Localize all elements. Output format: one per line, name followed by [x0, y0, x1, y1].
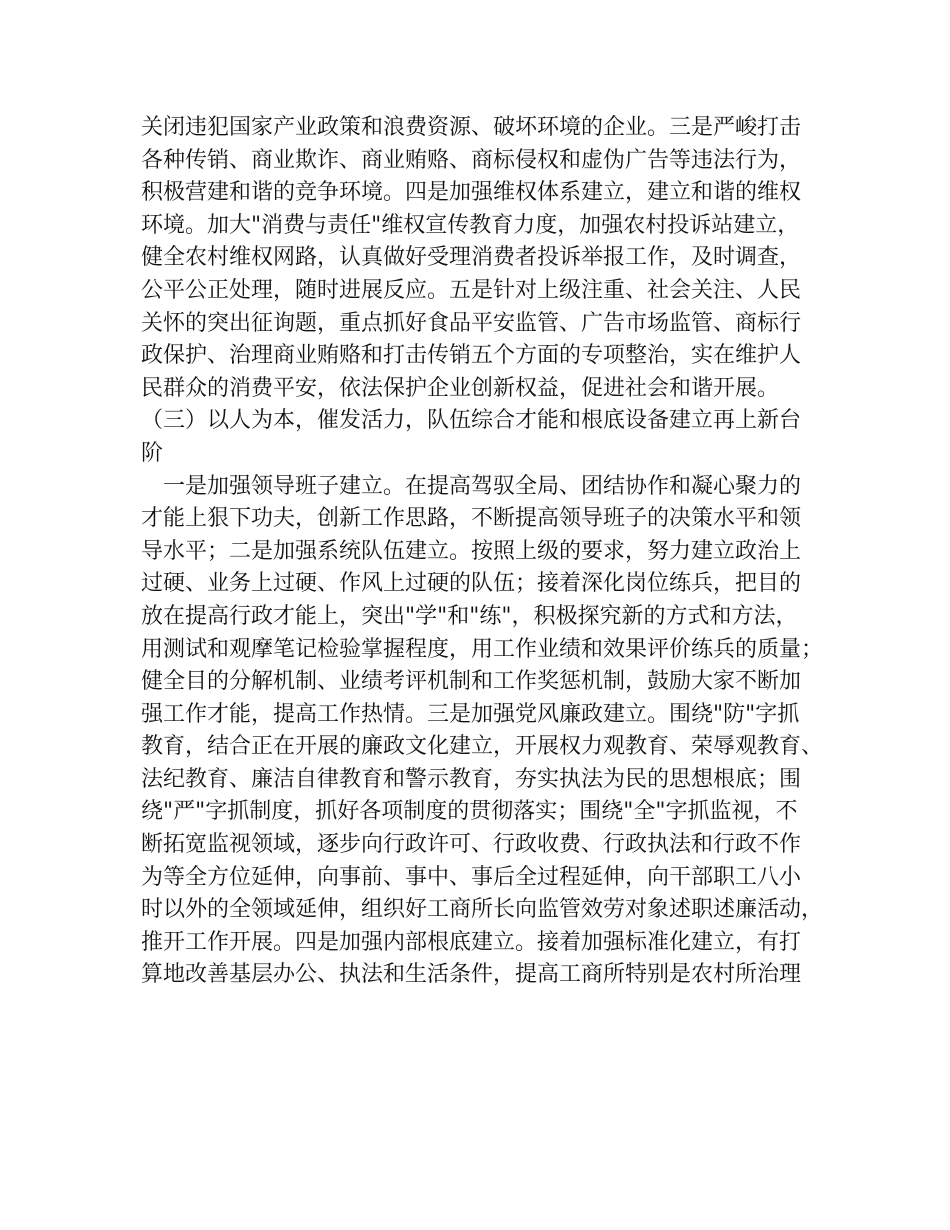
document-body — [141, 112, 841, 992]
text-line: 算地改善基层办公、执法和生活条件，提高工商所特别是农村所治理 — [141, 962, 802, 988]
text-line: 民群众的消费平安，依法保护企业创新权益，促进社会和谐开展。 — [141, 375, 780, 401]
text-line: 推开工作开展。四是加强内部根底建立。接着加强标准化建立，有打 — [141, 929, 802, 955]
text-line: 放在提高行政才能上，突出"学"和"练"，积极探究新的方式和方法， — [141, 603, 798, 629]
text-line: 断拓宽监视领域，逐步向行政许可、行政收费、行政执法和行政不作 — [141, 832, 802, 858]
text-line: 健全农村维权网路，认真做好受理消费者投诉举报工作，及时调查， — [141, 245, 802, 271]
section-heading-line: 阶 — [141, 440, 164, 466]
text-line: 时以外的全领域延伸，组织好工商所长向监管效劳对象述职述廉活动， — [141, 897, 824, 923]
text-line: 用测试和观摩笔记检验掌握程度，用工作业绩和效果评价练兵的质量； — [141, 636, 824, 662]
text-line: 法纪教育、廉洁自律教育和警示教育，夯实执法为民的思想根底；围 — [141, 766, 802, 792]
text-line: 强工作才能，提高工作热情。三是加强党风廉政建立。围绕"防"字抓 — [141, 701, 800, 727]
text-line: 环境。加大"消费与责任"维权宣传教育力度，加强农村投诉站建立， — [141, 212, 800, 238]
text-line: 积极营建和谐的竞争环境。四是加强维权体系建立，建立和谐的维权 — [141, 180, 802, 206]
text-line: 为等全方位延伸，向事前、事中、事后全过程延伸，向干部职工八小 — [141, 864, 802, 890]
text-line: 才能上狠下功夫，创新工作思路，不断提高领导班子的决策水平和领 — [141, 506, 802, 532]
text-line: 教育，结合正在开展的廉政文化建立，开展权力观教育、荣辱观教育、 — [141, 734, 824, 760]
text-line: 健全目的分解机制、业绩考评机制和工作奖惩机制，鼓励大家不断加 — [141, 669, 802, 695]
text-line: 一是加强领导班子建立。在提高驾驭全局、团结协作和凝心聚力的 — [141, 473, 802, 499]
section-heading-line: （三）以人为本，催发活力，队伍综合才能和根底设备建立再上新台 — [141, 408, 802, 434]
text-line: 导水平；二是加强系统队伍建立。按照上级的要求，努力建立政治上 — [141, 538, 802, 564]
text-line: 绕"严"字抓制度，抓好各项制度的贯彻落实；围绕"全"字抓监视，不 — [141, 799, 798, 825]
text-line: 关怀的突出征询题，重点抓好食品平安监管、广告市场监管、商标行 — [141, 310, 802, 336]
text-line: 关闭违犯国家产业政策和浪费资源、破坏环境的企业。三是严峻打击 — [141, 115, 802, 140]
text-line: 政保护、治理商业贿赂和打击传销五个方面的专项整治，实在维护人 — [141, 343, 802, 369]
text-line: 公平公正处理，随时进展反应。五是针对上级注重、社会关注、人民 — [141, 277, 802, 303]
text-line: 过硬、业务上过硬、作风上过硬的队伍；接着深化岗位练兵，把目的 — [141, 571, 802, 597]
text-line: 各种传销、商业欺诈、商业贿赂、商标侵权和虚伪广告等违法行为， — [141, 147, 802, 173]
